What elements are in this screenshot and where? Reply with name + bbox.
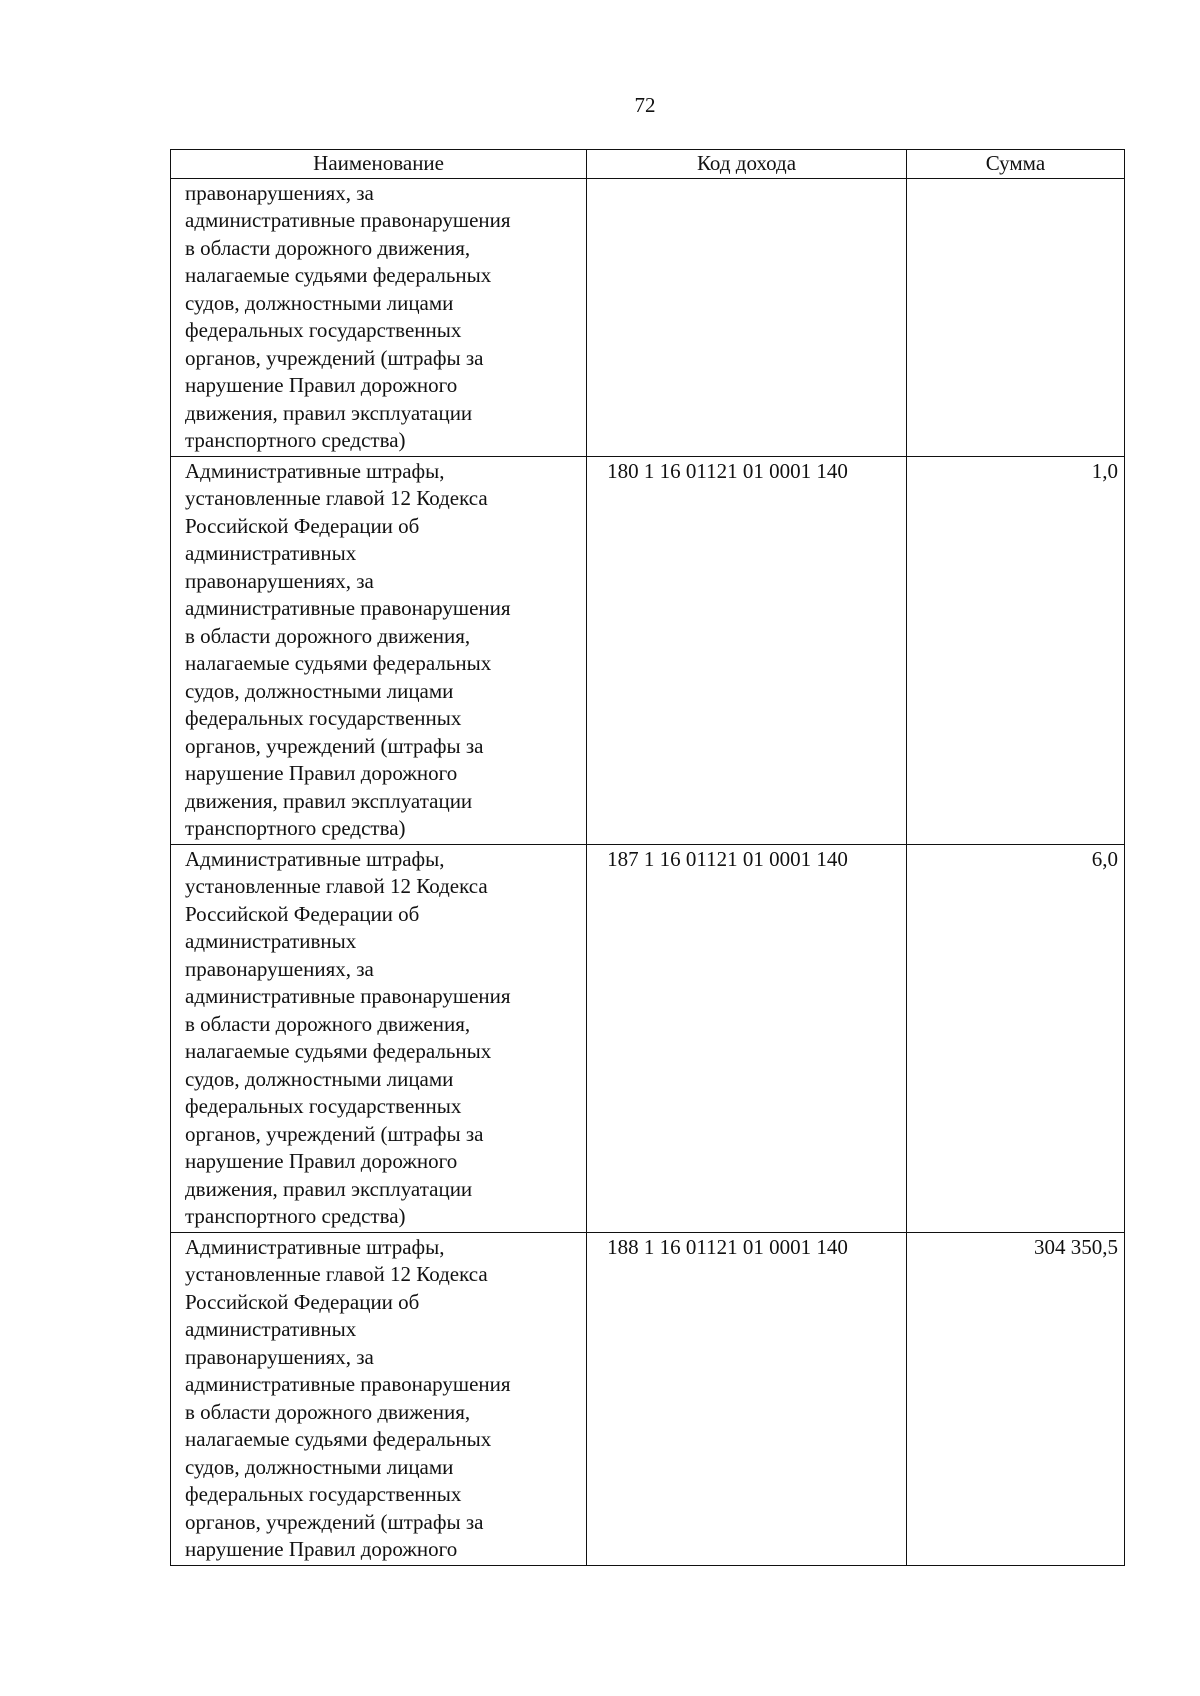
name-line: налагаемые судьями федеральных <box>185 1427 492 1451</box>
name-line: Российской Федерации об <box>185 513 420 538</box>
name-line: движения, правил эксплуатации <box>185 788 473 813</box>
cell-revenue-code <box>587 178 907 456</box>
table-row <box>171 844 1125 1232</box>
cell-sum <box>906 178 1124 456</box>
name-line: административных <box>185 929 357 953</box>
name-line: транспортного средства) <box>185 428 406 452</box>
name-line: в области дорожного движения, <box>185 623 471 648</box>
name-line: налагаемые судьями федеральных <box>185 651 492 675</box>
name-line: органов, учреждений (штрафы за <box>185 1509 484 1534</box>
name-line: установленные главой 12 Кодекса <box>185 1262 488 1286</box>
cell-name <box>171 1232 587 1565</box>
column-header-code: Код дохода <box>587 150 907 179</box>
name-line: административные правонарушения <box>185 1372 511 1396</box>
name-line: налагаемые судьями федеральных <box>185 263 492 287</box>
revenue-table <box>170 149 1125 1566</box>
cell-name <box>171 178 587 456</box>
cell-name <box>171 456 587 844</box>
table-row <box>171 178 1125 456</box>
name-line: органов, учреждений (штрафы за <box>185 1121 484 1146</box>
name-line: нарушение Правил дорожного <box>185 373 458 397</box>
name-line: судов, должностными лицами <box>185 290 454 315</box>
name-line: административные правонарушения <box>185 984 511 1008</box>
name-line: Административные штрафы, <box>185 1234 445 1259</box>
table-body <box>171 178 1125 1565</box>
cell-sum: 304 350,5 <box>906 1232 1124 1565</box>
cell-revenue-code: 187 1 16 01121 01 0001 140 <box>587 844 907 1232</box>
name-line: правонарушениях, за <box>185 1344 374 1369</box>
name-line: правонарушениях, за <box>185 180 374 205</box>
name-line: судов, должностными лицами <box>185 678 454 703</box>
name-line: установленные главой 12 Кодекса <box>185 874 488 898</box>
name-line: органов, учреждений (штрафы за <box>185 345 484 370</box>
cell-sum: 1,0 <box>906 456 1124 844</box>
name-line: нарушение Правил дорожного <box>185 1537 458 1561</box>
column-header-sum: Сумма <box>906 150 1124 179</box>
name-line: федеральных государственных <box>185 318 462 342</box>
name-line: транспортного средства) <box>185 1204 406 1228</box>
name-line: в области дорожного движения, <box>185 1399 471 1424</box>
name-line: федеральных государственных <box>185 706 462 730</box>
name-line: движения, правил эксплуатации <box>185 1176 473 1201</box>
name-line: в области дорожного движения, <box>185 1011 471 1036</box>
name-line: Российской Федерации об <box>185 1289 420 1314</box>
name-line: нарушение Правил дорожного <box>185 761 458 785</box>
table-header-row <box>171 150 1125 179</box>
name-line: административные правонарушения <box>185 208 511 232</box>
name-line: транспортного средства) <box>185 816 406 840</box>
name-line: правонарушениях, за <box>185 956 374 981</box>
name-line: судов, должностными лицами <box>185 1066 454 1091</box>
column-header-name: Наименование <box>171 150 587 179</box>
cell-revenue-code: 180 1 16 01121 01 0001 140 <box>587 456 907 844</box>
name-line: установленные главой 12 Кодекса <box>185 486 488 510</box>
name-line: административные правонарушения <box>185 596 511 620</box>
table-row <box>171 456 1125 844</box>
name-line: Административные штрафы, <box>185 846 445 871</box>
name-line: федеральных государственных <box>185 1094 462 1118</box>
name-line: движения, правил эксплуатации <box>185 400 473 425</box>
page-number: 72 <box>634 93 656 117</box>
name-line: в области дорожного движения, <box>185 235 471 260</box>
cell-sum: 6,0 <box>906 844 1124 1232</box>
name-line: нарушение Правил дорожного <box>185 1149 458 1173</box>
name-line: налагаемые судьями федеральных <box>185 1039 492 1063</box>
name-line: Российской Федерации об <box>185 901 420 926</box>
name-line: административных <box>185 541 357 565</box>
name-line: судов, должностными лицами <box>185 1454 454 1479</box>
cell-name <box>171 844 587 1232</box>
cell-revenue-code: 188 1 16 01121 01 0001 140 <box>587 1232 907 1565</box>
name-line: Административные штрафы, <box>185 458 445 483</box>
name-line: административных <box>185 1317 357 1341</box>
name-line: органов, учреждений (штрафы за <box>185 733 484 758</box>
table-row <box>171 1232 1125 1565</box>
name-line: правонарушениях, за <box>185 568 374 593</box>
name-line: федеральных государственных <box>185 1482 462 1506</box>
